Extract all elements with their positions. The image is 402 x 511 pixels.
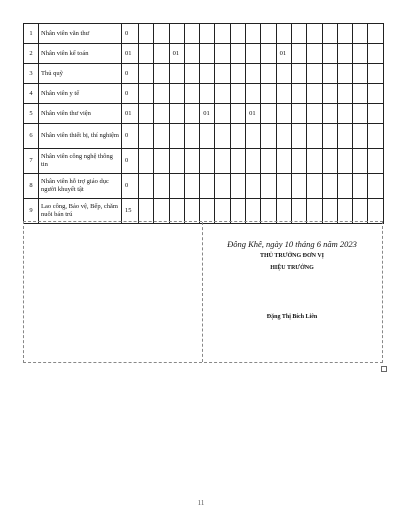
table-cell xyxy=(337,174,352,199)
table-cell xyxy=(215,199,230,224)
table-cell xyxy=(246,199,261,224)
table-cell xyxy=(169,124,184,149)
table-cell xyxy=(200,44,215,64)
table-row xyxy=(24,199,384,224)
table-cell xyxy=(261,44,276,64)
table-cell xyxy=(261,149,276,174)
row-number: 2 xyxy=(24,44,39,64)
position-name: Nhân viên hỗ trợ giáo dục người khuyết tật xyxy=(39,174,122,199)
table-cell xyxy=(139,84,154,104)
table-cell xyxy=(276,84,291,104)
table-row xyxy=(24,44,384,64)
table-cell xyxy=(322,174,337,199)
row-number: 7 xyxy=(24,149,39,174)
table-cell xyxy=(215,149,230,174)
table-cell xyxy=(200,64,215,84)
table-cell xyxy=(322,84,337,104)
table-cell: 0 xyxy=(122,174,139,199)
table-row xyxy=(24,149,384,174)
table-cell xyxy=(154,199,169,224)
table-cell xyxy=(169,149,184,174)
row-number: 6 xyxy=(24,124,39,149)
signer-name: Đặng Thị Bích Liên xyxy=(266,314,318,320)
table-cell xyxy=(353,64,368,84)
table-cell: 01 xyxy=(122,44,139,64)
table-cell xyxy=(139,24,154,44)
table-cell xyxy=(307,24,322,44)
table-cell xyxy=(215,104,230,124)
table-cell xyxy=(353,124,368,149)
table-cell xyxy=(353,84,368,104)
table-cell xyxy=(291,24,306,44)
table-cell xyxy=(246,149,261,174)
table-cell xyxy=(246,44,261,64)
signature-title-1: THỦ TRƯỞNG ĐƠN VỊ xyxy=(259,253,325,259)
table-cell xyxy=(291,199,306,224)
table-cell xyxy=(322,24,337,44)
table-cell xyxy=(154,174,169,199)
table-cell xyxy=(261,174,276,199)
table-cell xyxy=(154,64,169,84)
table-cell xyxy=(215,84,230,104)
table-cell xyxy=(261,84,276,104)
table-cell xyxy=(184,44,199,64)
position-name: Nhân viên công nghệ thông tin xyxy=(39,149,122,174)
table-cell xyxy=(337,149,352,174)
table-cell xyxy=(184,104,199,124)
table-cell xyxy=(276,149,291,174)
table-cell xyxy=(169,24,184,44)
table-cell: 01 xyxy=(122,104,139,124)
table-cell xyxy=(337,64,352,84)
table-cell xyxy=(291,44,306,64)
row-number: 3 xyxy=(24,64,39,84)
table-cell xyxy=(353,104,368,124)
table-cell xyxy=(139,64,154,84)
table-cell: 15 xyxy=(122,199,139,224)
table-cell xyxy=(322,104,337,124)
table-cell: 0 xyxy=(122,64,139,84)
table-cell xyxy=(215,124,230,149)
table-cell: 0 xyxy=(122,124,139,149)
table-cell xyxy=(184,124,199,149)
table-cell xyxy=(139,104,154,124)
position-name: Thủ quỹ xyxy=(39,64,122,84)
table-cell xyxy=(307,124,322,149)
table-cell xyxy=(230,24,245,44)
table-cell xyxy=(184,199,199,224)
position-name: Nhân viên kế toán xyxy=(39,44,122,64)
table-cell xyxy=(291,64,306,84)
table-cell xyxy=(154,44,169,64)
table-cell xyxy=(215,44,230,64)
table-cell xyxy=(337,84,352,104)
row-number: 9 xyxy=(24,199,39,224)
table-cell xyxy=(230,64,245,84)
table-cell xyxy=(184,149,199,174)
table-cell xyxy=(291,149,306,174)
table-cell xyxy=(368,64,383,84)
table-cell xyxy=(322,44,337,64)
table-cell xyxy=(230,44,245,64)
table-cell: 0 xyxy=(122,24,139,44)
table-row xyxy=(24,124,384,149)
table-cell xyxy=(139,124,154,149)
table-cell xyxy=(169,104,184,124)
table-cell xyxy=(276,174,291,199)
table-cell xyxy=(337,104,352,124)
table-cell xyxy=(261,199,276,224)
table-cell xyxy=(322,199,337,224)
table-row xyxy=(24,174,384,199)
table-cell xyxy=(368,104,383,124)
position-name: Nhân viên văn thư xyxy=(39,24,122,44)
table-cell xyxy=(261,64,276,84)
table-cell xyxy=(184,84,199,104)
table-cell xyxy=(307,199,322,224)
table-cell xyxy=(139,149,154,174)
table-cell xyxy=(200,84,215,104)
table-cell xyxy=(368,84,383,104)
table-cell xyxy=(154,124,169,149)
table-cell xyxy=(169,199,184,224)
position-name: Nhân viên thư viện xyxy=(39,104,122,124)
table-cell xyxy=(246,24,261,44)
table-cell xyxy=(246,124,261,149)
table-cell xyxy=(322,149,337,174)
table-cell xyxy=(200,199,215,224)
signature-date: Đông Khê, ngày 10 tháng 6 năm 2023 xyxy=(227,239,357,249)
table-cell: 01 xyxy=(246,104,261,124)
table-cell xyxy=(230,174,245,199)
table-cell xyxy=(154,104,169,124)
table-cell xyxy=(169,174,184,199)
table-cell xyxy=(261,104,276,124)
position-name: Nhân viên y tế xyxy=(39,84,122,104)
table-cell xyxy=(368,124,383,149)
table-row xyxy=(24,64,384,84)
table-cell xyxy=(139,44,154,64)
table-cell xyxy=(307,174,322,199)
table-cell xyxy=(353,24,368,44)
table-cell xyxy=(353,149,368,174)
table-cell xyxy=(291,124,306,149)
table-cell xyxy=(215,24,230,44)
table-cell xyxy=(337,124,352,149)
table-cell xyxy=(353,44,368,64)
table-cell xyxy=(368,149,383,174)
row-number: 5 xyxy=(24,104,39,124)
table-cell xyxy=(230,199,245,224)
table-cell xyxy=(276,24,291,44)
table-cell xyxy=(276,64,291,84)
table-cell: 01 xyxy=(200,104,215,124)
row-number: 4 xyxy=(24,84,39,104)
table-cell xyxy=(337,199,352,224)
table-cell xyxy=(200,149,215,174)
table-cell xyxy=(154,149,169,174)
table-cell xyxy=(307,44,322,64)
table-cell: 0 xyxy=(122,149,139,174)
table-cell xyxy=(184,64,199,84)
table-cell xyxy=(368,44,383,64)
table-cell xyxy=(353,174,368,199)
table-cell: 0 xyxy=(122,84,139,104)
table-cell: 01 xyxy=(276,44,291,64)
table-cell xyxy=(154,84,169,104)
table-row xyxy=(24,84,384,104)
table-cell xyxy=(276,199,291,224)
table-cell xyxy=(246,84,261,104)
table-cell xyxy=(353,199,368,224)
staff-table xyxy=(23,23,384,224)
table-cell: 01 xyxy=(169,44,184,64)
table-row xyxy=(24,104,384,124)
table-cell xyxy=(139,174,154,199)
table-cell xyxy=(154,24,169,44)
table-cell xyxy=(276,124,291,149)
row-number: 1 xyxy=(24,24,39,44)
table-cell xyxy=(169,64,184,84)
table-cell xyxy=(200,24,215,44)
table-cell xyxy=(291,174,306,199)
table-cell xyxy=(246,64,261,84)
table-cell xyxy=(291,104,306,124)
table-cell xyxy=(200,124,215,149)
table-cell xyxy=(246,174,261,199)
table-cell xyxy=(368,199,383,224)
table-cell xyxy=(276,104,291,124)
table-cell xyxy=(307,84,322,104)
position-name: Lao công, Bảo vệ, Bếp, chăm nuôi bán trú xyxy=(39,199,122,224)
table-cell xyxy=(230,104,245,124)
table-cell xyxy=(184,24,199,44)
table-cell xyxy=(200,174,215,199)
table-cell xyxy=(215,64,230,84)
table-cell xyxy=(291,84,306,104)
position-name: Nhân viên thiết bị, thí nghiệm xyxy=(39,124,122,149)
table-cell xyxy=(337,24,352,44)
table-cell xyxy=(307,104,322,124)
table-cell xyxy=(322,64,337,84)
table-cell xyxy=(184,174,199,199)
table-cell xyxy=(307,64,322,84)
table-cell xyxy=(337,44,352,64)
table-cell xyxy=(368,24,383,44)
signature-title-2: HIỆU TRƯỞNG xyxy=(270,265,314,271)
row-number: 8 xyxy=(24,174,39,199)
table-cell xyxy=(230,124,245,149)
table-cell xyxy=(368,174,383,199)
page-number: 11 xyxy=(197,499,205,507)
table-cell xyxy=(322,124,337,149)
table-cell xyxy=(230,84,245,104)
table-cell xyxy=(215,174,230,199)
table-cell xyxy=(261,24,276,44)
resize-handle[interactable] xyxy=(381,366,387,372)
table-cell xyxy=(230,149,245,174)
table-cell xyxy=(261,124,276,149)
table-cell xyxy=(307,149,322,174)
table-cell xyxy=(169,84,184,104)
table-row xyxy=(24,24,384,44)
table-cell xyxy=(139,199,154,224)
